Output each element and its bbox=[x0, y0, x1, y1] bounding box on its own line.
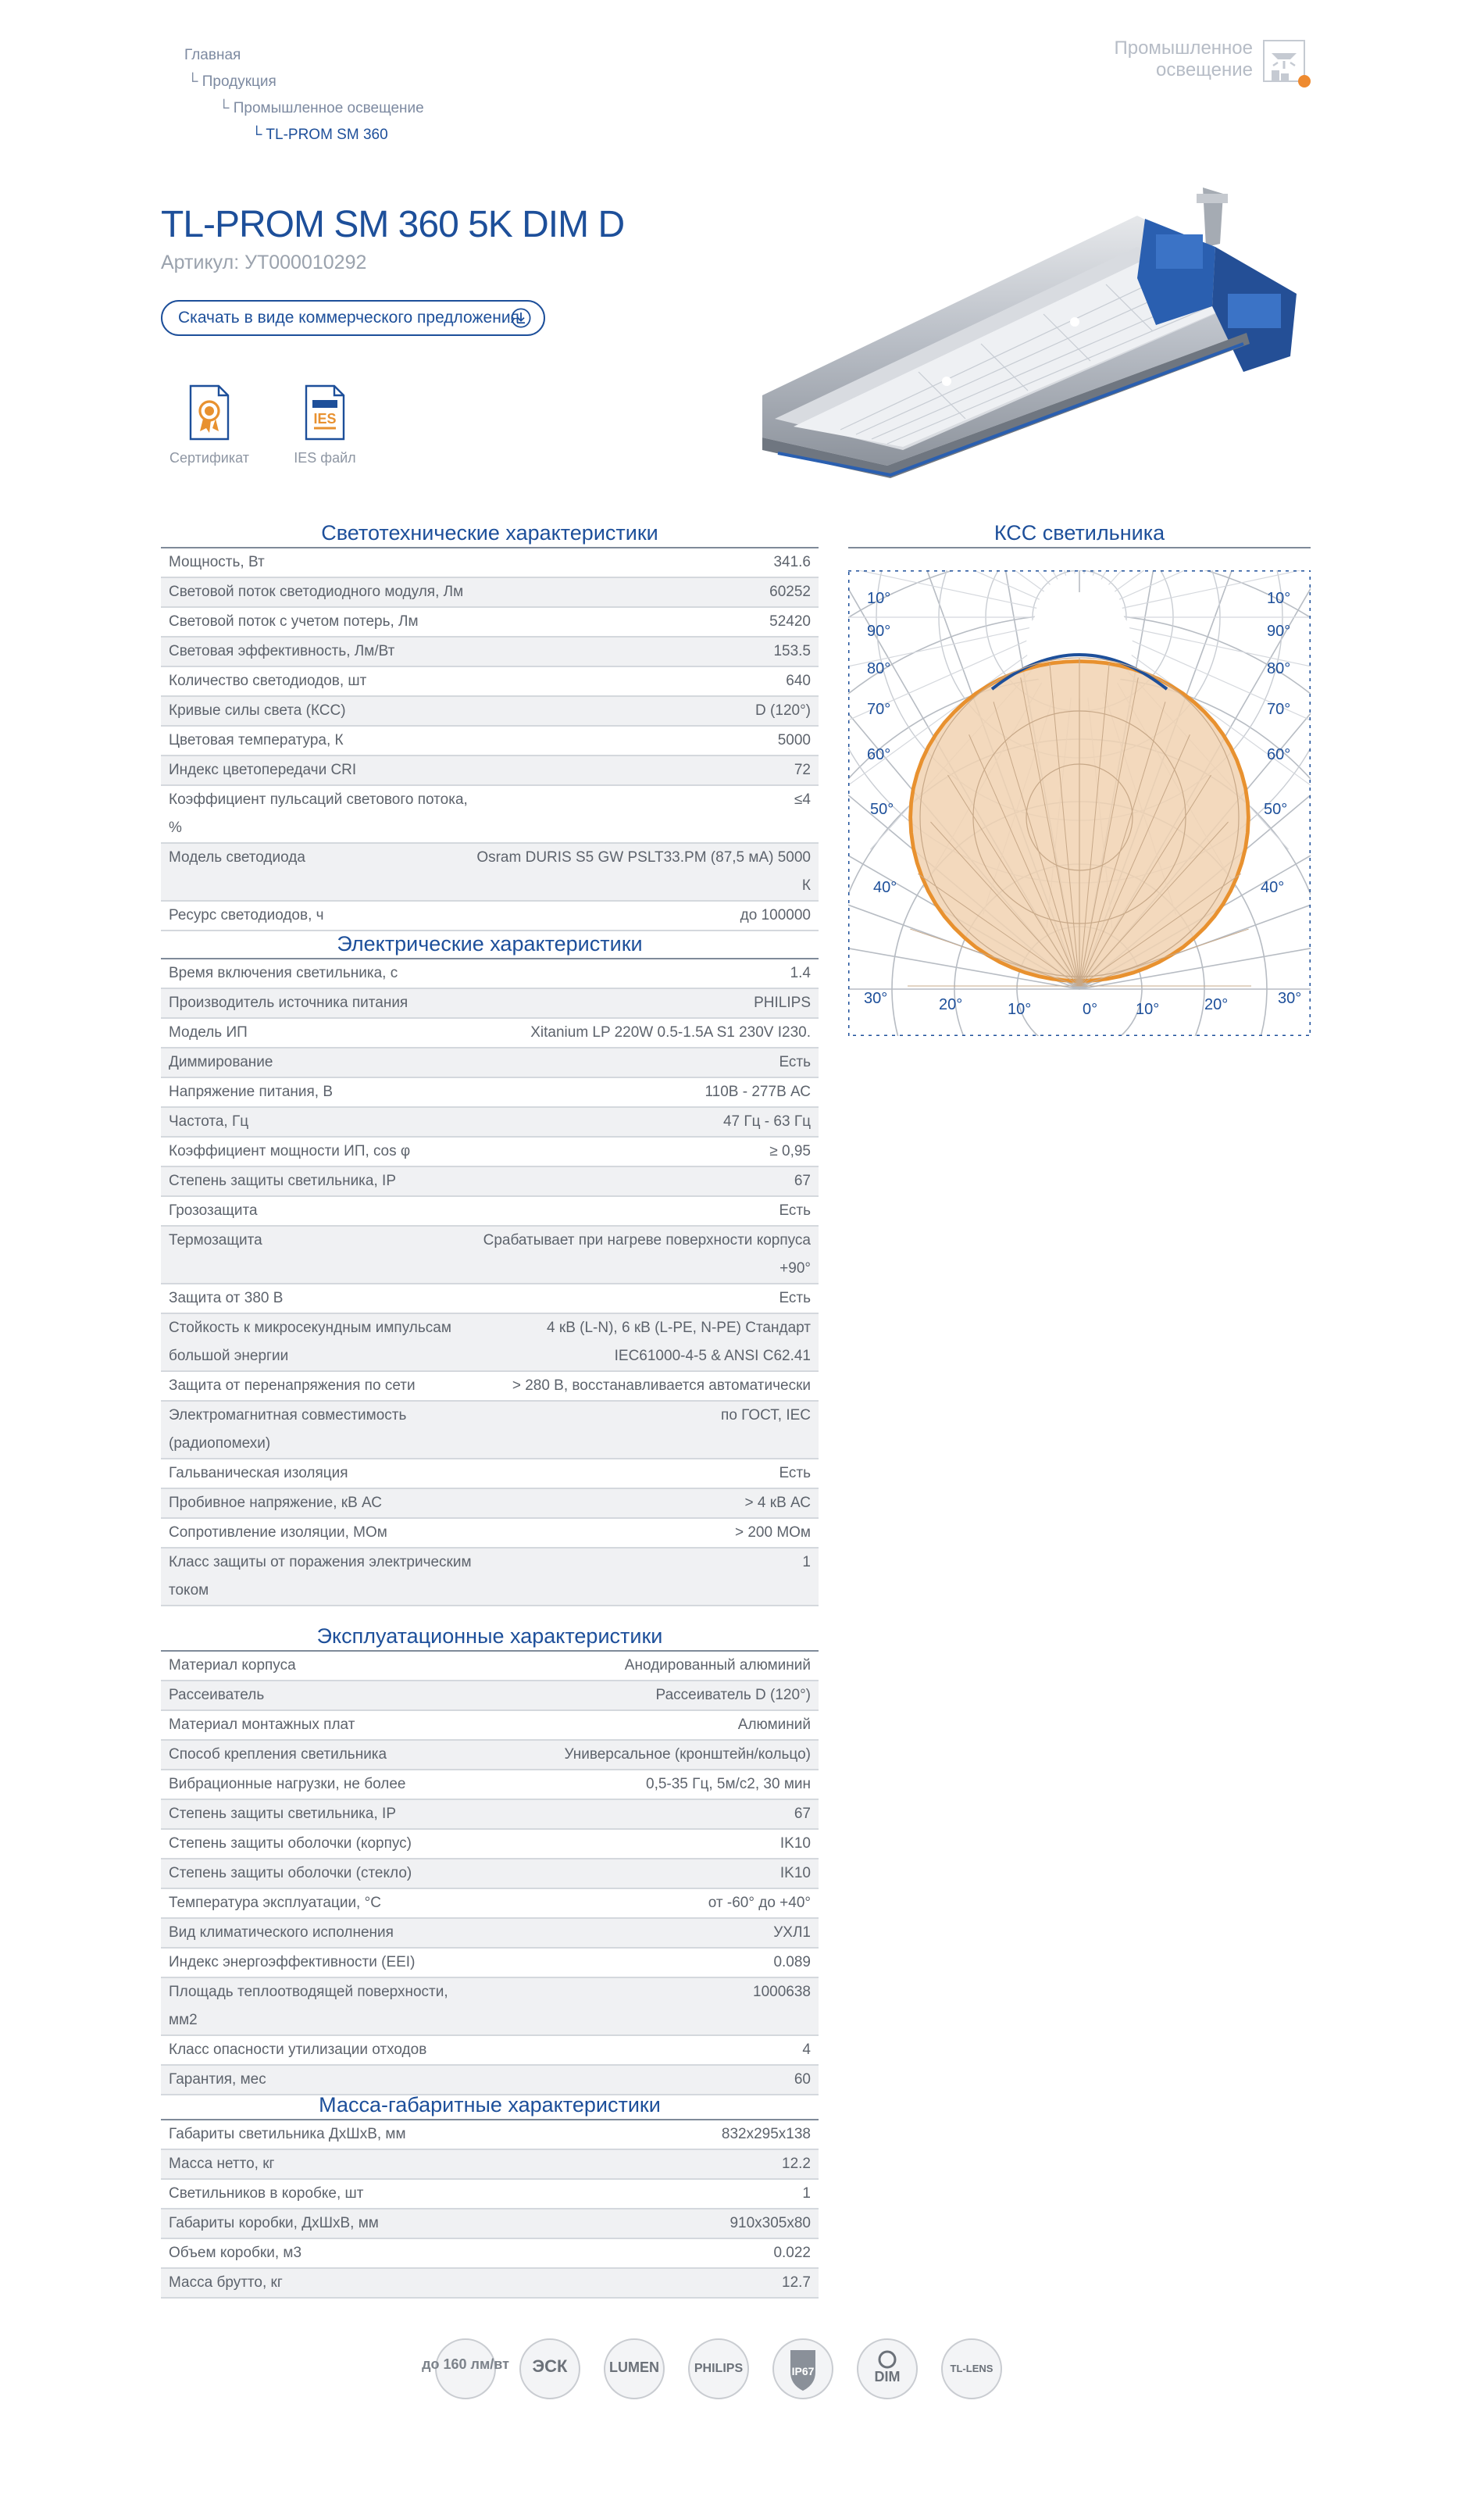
section-exploit bbox=[161, 1622, 819, 2095]
table-row: Световой поток светодиодного модуля, Лм 60252 bbox=[161, 578, 819, 608]
table-row: Светильников в коробке, шт 1 bbox=[161, 2180, 819, 2209]
table-row: Степень защиты светильника, IP 67 bbox=[161, 1800, 819, 1830]
industrial-light-icon bbox=[1259, 38, 1312, 91]
table-row: Масса нетто, кг 12.2 bbox=[161, 2150, 819, 2180]
polar-label-right: 80° bbox=[1267, 660, 1291, 677]
section-exploit-rows bbox=[161, 1652, 819, 2095]
table-row: Цветовая температура, К 5000 bbox=[161, 727, 819, 756]
documents bbox=[169, 384, 366, 466]
table-row: Гальваническая изоляция Есть bbox=[161, 1459, 819, 1489]
breadcrumb bbox=[184, 42, 424, 148]
table-row: Индекс цветопередачи CRI 72 bbox=[161, 756, 819, 786]
polar-label-left: 10° bbox=[867, 590, 891, 607]
polar-label-bottom: 0° bbox=[1083, 1001, 1098, 1018]
table-row: Степень защиты оболочки (стекло) IK10 bbox=[161, 1859, 819, 1889]
ksc-title: КСС светильника bbox=[993, 521, 1165, 545]
svg-text:до 160 лм/вт: до 160 лм/вт bbox=[422, 2356, 509, 2372]
polar-label-right: 40° bbox=[1261, 879, 1285, 896]
table-row: Световая эффективность, Лм/Вт 153.5 bbox=[161, 638, 819, 667]
polar-label-bottom: 20° bbox=[1204, 996, 1229, 1013]
table-row: Степень защиты светильника, IP 67 bbox=[161, 1167, 819, 1197]
section-electric-title: Электрические характеристики bbox=[337, 932, 643, 956]
dim-icon bbox=[853, 2334, 922, 2403]
ksc-diagram bbox=[848, 519, 1311, 1036]
section-electric-rows bbox=[161, 959, 819, 1606]
category-link[interactable] bbox=[1093, 34, 1312, 91]
breadcrumb-home[interactable]: Главная bbox=[184, 47, 241, 63]
table-row: Способ крепления светильника Универсальное (кронштейн/кольцо) bbox=[161, 1741, 819, 1770]
svg-text:TL-LENS: TL-LENS bbox=[950, 2363, 993, 2374]
section-mass-rows bbox=[161, 2120, 819, 2299]
section-light-rows bbox=[161, 548, 819, 931]
table-row: Вибрационные нагрузки, не более 0,5-35 Гц, 5м/с2, 30 мин bbox=[161, 1770, 819, 1800]
polar-label-bottom: 10° bbox=[1008, 1001, 1032, 1018]
section-light-title: Светотехнические характеристики bbox=[321, 521, 658, 545]
product-title: TL-PROM SM 360 5K DIM D bbox=[161, 204, 625, 245]
product-image bbox=[747, 184, 1309, 481]
section-mass-title: Масса-габаритные характеристики bbox=[319, 2093, 661, 2117]
efficiency-160-icon bbox=[422, 2334, 509, 2403]
download-icon bbox=[511, 308, 531, 328]
polar-label-left: 90° bbox=[867, 623, 891, 640]
table-row: Объем коробки, м3 0.022 bbox=[161, 2239, 819, 2269]
table-row: Масса брутто, кг 12.7 bbox=[161, 2269, 819, 2299]
ies-file-link[interactable] bbox=[284, 384, 366, 466]
philips-icon bbox=[684, 2334, 753, 2403]
polar-label-left: 80° bbox=[867, 660, 891, 677]
table-row: Время включения светильника, с 1.4 bbox=[161, 959, 819, 989]
polar-label-bottom: 30° bbox=[1278, 990, 1302, 1007]
table-row: Производитель источника питания PHILIPS bbox=[161, 989, 819, 1019]
polar-label-right: 90° bbox=[1267, 623, 1291, 640]
breadcrumb-industrial[interactable]: └ Промышленное освещение bbox=[219, 100, 424, 116]
category-label: Промышленное освещение bbox=[1114, 38, 1253, 80]
table-row: Количество светодиодов, шт 640 bbox=[161, 667, 819, 697]
divider bbox=[848, 547, 1311, 548]
table-row: Модель светодиода Osram DURIS S5 GW PSLT33.PM (87,5 мА) 5000 К bbox=[161, 844, 819, 902]
table-row: Коэффициент мощности ИП, cos φ ≥ 0,95 bbox=[161, 1138, 819, 1167]
table-row: Класс опасности утилизации отходов 4 bbox=[161, 2036, 819, 2066]
table-row: Кривые силы света (КСС) D (120°) bbox=[161, 697, 819, 727]
table-row: Защита от 380 В Есть bbox=[161, 1284, 819, 1314]
esk-icon bbox=[515, 2334, 584, 2403]
polar-label-right: 70° bbox=[1267, 701, 1291, 718]
ies-file-icon bbox=[301, 384, 348, 441]
ip67-shield-icon bbox=[769, 2334, 837, 2403]
table-row: Диммирование Есть bbox=[161, 1048, 819, 1078]
table-row: Индекс энергоэффективности (EEI) 0.089 bbox=[161, 1949, 819, 1978]
table-row: Электромагнитная совместимость (радиопомехи) по ГОСТ, IEC bbox=[161, 1402, 819, 1459]
table-row: Класс защиты от поражения электрическим током 1 bbox=[161, 1549, 819, 1606]
svg-text:PHILIPS: PHILIPS bbox=[694, 2362, 744, 2375]
section-electric bbox=[161, 930, 819, 1606]
table-row: Коэффициент пульсаций светового потока, % ≤4 bbox=[161, 786, 819, 844]
table-row: Термозащита Срабатывает при нагреве поверхности корпуса +90° bbox=[161, 1227, 819, 1284]
section-light bbox=[161, 519, 819, 931]
table-row: Вид климатического исполнения УХЛ1 bbox=[161, 1919, 819, 1949]
lumen-icon bbox=[600, 2334, 669, 2403]
tl-lens-icon bbox=[937, 2334, 1006, 2403]
table-row: Площадь теплоотводящей поверхности, мм2 1000638 bbox=[161, 1978, 819, 2036]
table-row: Частота, Гц 47 Гц - 63 Гц bbox=[161, 1108, 819, 1138]
polar-label-bottom: 10° bbox=[1136, 1001, 1160, 1018]
table-row: Мощность, Вт 341.6 bbox=[161, 548, 819, 578]
polar-label-bottom: 30° bbox=[864, 990, 888, 1007]
polar-label-left: 70° bbox=[867, 701, 891, 718]
download-offer-button[interactable] bbox=[161, 300, 545, 336]
svg-text:ЭСК: ЭСК bbox=[532, 2356, 568, 2376]
table-row: Световой поток с учетом потерь, Лм 52420 bbox=[161, 608, 819, 638]
svg-text:DIM: DIM bbox=[874, 2369, 901, 2384]
svg-text:IP67: IP67 bbox=[791, 2365, 815, 2377]
certificate-link[interactable] bbox=[169, 384, 250, 466]
table-row: Грозозащита Есть bbox=[161, 1197, 819, 1227]
table-row: Сопротивление изоляции, МОм > 200 МОм bbox=[161, 1519, 819, 1549]
table-row: Материал монтажных плат Алюминий bbox=[161, 1711, 819, 1741]
polar-label-right: 10° bbox=[1267, 590, 1291, 607]
table-row: Габариты светильника ДхШхВ, мм 832x295x138 bbox=[161, 2120, 819, 2150]
polar-label-left: 50° bbox=[870, 801, 894, 818]
table-row: Ресурс светодиодов, ч до 100000 bbox=[161, 902, 819, 931]
feature-badges bbox=[422, 2334, 1006, 2403]
table-row: Пробивное напряжение, кВ АС > 4 кВ АС bbox=[161, 1489, 819, 1519]
polar-chart bbox=[848, 570, 1311, 1036]
certificate-icon bbox=[186, 384, 233, 441]
breadcrumb-current[interactable]: └ TL-PROM SM 360 bbox=[251, 127, 388, 143]
polar-label-right: 50° bbox=[1264, 801, 1288, 818]
download-offer-label: Скачать в виде коммерческого предложения bbox=[178, 309, 519, 327]
breadcrumb-products[interactable]: └ Продукция bbox=[187, 73, 276, 90]
ies-file-label: IES файл bbox=[294, 450, 356, 466]
table-row: Материал корпуса Анодированный алюминий bbox=[161, 1652, 819, 1681]
polar-label-right: 60° bbox=[1267, 746, 1291, 763]
table-row: Напряжение питания, В 110В - 277В АС bbox=[161, 1078, 819, 1108]
section-exploit-title: Эксплуатационные характеристики bbox=[316, 1624, 663, 1648]
product-sku: Артикул: УТ000010292 bbox=[161, 252, 367, 273]
section-mass bbox=[161, 2091, 819, 2299]
polar-label-left: 60° bbox=[867, 746, 891, 763]
certificate-label: Сертификат bbox=[169, 450, 249, 466]
table-row: Степень защиты оболочки (корпус) IK10 bbox=[161, 1830, 819, 1859]
table-row: Гарантия, мес 60 bbox=[161, 2066, 819, 2095]
svg-text:LUMEN: LUMEN bbox=[609, 2359, 659, 2375]
table-row: Защита от перенапряжения по сети > 280 В, восстанавливается автоматически bbox=[161, 1372, 819, 1402]
table-row: Стойкость к микросекундным импульсам большой энергии 4 кВ (L-N), 6 кВ (L-PE, N-PE) Стандарт IEC61000-4-5 & ANSI C62.41 bbox=[161, 1314, 819, 1372]
polar-label-left: 40° bbox=[873, 879, 897, 896]
svg-text:IES: IES bbox=[313, 411, 337, 427]
table-row: Модель ИП Xitanium LP 220W 0.5-1.5A S1 230V I230. bbox=[161, 1019, 819, 1048]
table-row: Температура эксплуатации, °С от -60° до +40° bbox=[161, 1889, 819, 1919]
polar-label-bottom: 20° bbox=[939, 996, 963, 1013]
table-row: Рассеиватель Рассеиватель D (120°) bbox=[161, 1681, 819, 1711]
table-row: Габариты коробки, ДхШхВ, мм 910x305x80 bbox=[161, 2209, 819, 2239]
